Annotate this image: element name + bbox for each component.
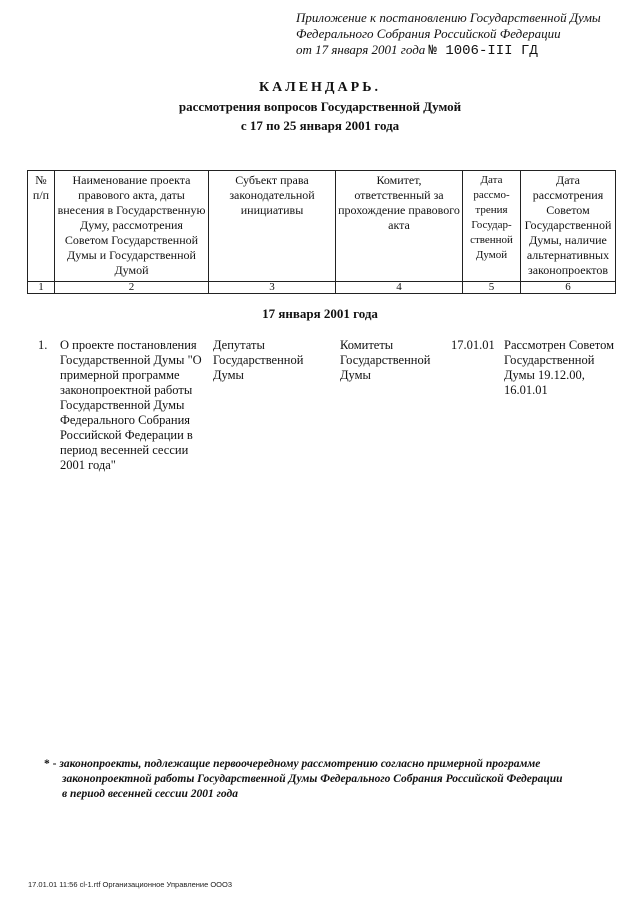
file-footer: 17.01.01 11:56 cl-1.rtf Организационное Управление ООО3 bbox=[28, 880, 232, 889]
header-subject: Субъект права законодательной инициативы bbox=[209, 171, 336, 282]
date-heading: 17 января 2001 года bbox=[262, 306, 378, 321]
header-committee: Комитет, ответственный за прохождение правового акта bbox=[336, 171, 463, 282]
header-act-name: Наименование проекта правового акта, даты внесения в Государственную Думу, рассмотрения Советом Государственной Думы и Государственной Думой bbox=[55, 171, 209, 282]
row-number: 1. bbox=[38, 338, 48, 352]
row-date: 17.01.01 bbox=[451, 338, 495, 352]
column-number: 4 bbox=[336, 282, 463, 294]
document-subtitle-line-2: с 17 по 25 января 2001 года bbox=[240, 118, 400, 133]
footnote-line-2: законопроектной работы Государственной Думы Федерального Собрания Российской Федерации bbox=[62, 773, 563, 785]
footnote-line-1: законопроекты, подлежащие первоочередному рассмотрению согласно примерной программе bbox=[59, 758, 541, 770]
row-committee: Комитеты Государственной Думы bbox=[340, 338, 431, 382]
column-number: 6 bbox=[521, 282, 616, 294]
calendar-header-table bbox=[27, 170, 616, 294]
header-number: № п/п bbox=[28, 171, 55, 282]
appendix-note bbox=[296, 10, 636, 59]
appendix-line-1: Приложение к постановлению Государственной Думы bbox=[296, 10, 601, 25]
row-subject: Депутаты Государственной Думы bbox=[213, 338, 304, 382]
column-number: 2 bbox=[55, 282, 209, 294]
column-number: 5 bbox=[463, 282, 521, 294]
header-council-date: Дата рассмотрения Советом Государственной Думы, наличие альтернативных законопроектов bbox=[521, 171, 616, 282]
row-status: Рассмотрен Советом Государственной Думы 19.12.00, 16.01.01 bbox=[504, 338, 615, 397]
document-subtitle-line-1: рассмотрения вопросов Государственной Думой bbox=[178, 99, 462, 114]
footnote-line-3: в период весенней сессии 2001 года bbox=[62, 788, 238, 800]
header-row bbox=[28, 171, 616, 282]
appendix-date: от 17 января 2001 года bbox=[296, 42, 426, 57]
row-act-name: О проекте постановления Государственной Думы "О примерной программе законопроектной работы Государственной Думы Федерального Собрания Российской Федерации в период весенней сессии 2001 года" bbox=[60, 338, 202, 472]
appendix-line-3 bbox=[296, 42, 636, 59]
column-number-row bbox=[28, 282, 616, 294]
column-number: 1 bbox=[28, 282, 55, 294]
document-title: КАЛЕНДАРЬ. bbox=[259, 80, 381, 95]
column-number: 3 bbox=[209, 282, 336, 294]
footnote-mark: * - bbox=[44, 758, 57, 770]
header-consideration-date: Дата рассмо-трения Государ-ственной Думой bbox=[463, 171, 521, 282]
resolution-number: № 1006-III ГД bbox=[428, 43, 538, 59]
footnote bbox=[44, 757, 604, 802]
appendix-line-2: Федерального Собрания Российской Федерации bbox=[296, 26, 561, 41]
